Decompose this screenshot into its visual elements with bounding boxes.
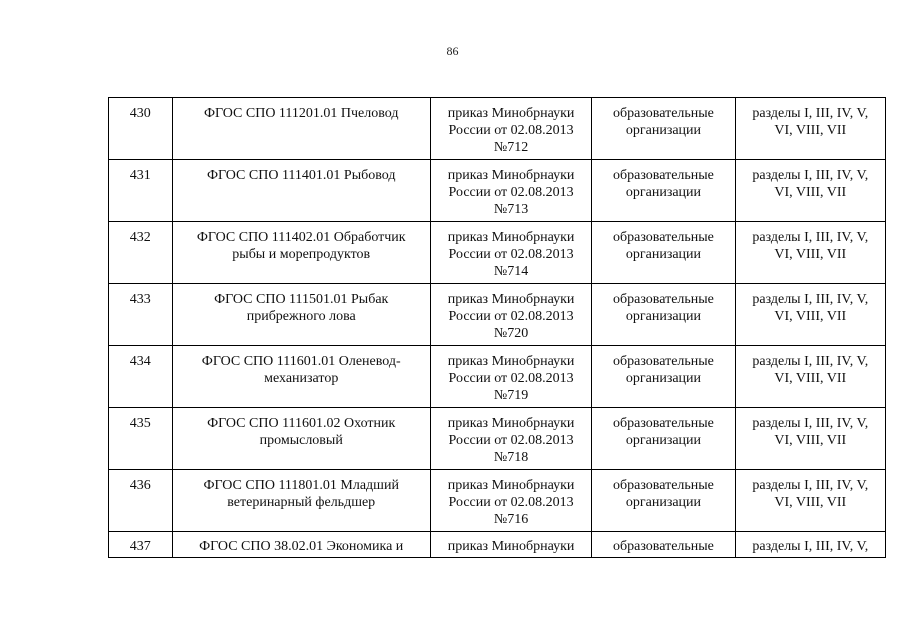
sections-cell: разделы I, III, IV, V, VI, VIII, VII (735, 284, 885, 346)
row-number-cell: 430 (109, 98, 173, 160)
table-row (109, 470, 886, 532)
standard-name-cell: ФГОС СПО 111501.01 Рыбак прибрежного лова (172, 284, 430, 346)
order-cell: приказ Минобрнауки России от 02.08.2013 №720 (430, 284, 591, 346)
order-cell: приказ Минобрнауки (430, 532, 591, 558)
sections-cell: разделы I, III, IV, V, VI, VIII, VII (735, 346, 885, 408)
row-number-cell: 436 (109, 470, 173, 532)
organization-cell: образовательные организации (592, 408, 735, 470)
order-cell: приказ Минобрнауки России от 02.08.2013 №718 (430, 408, 591, 470)
table-row (109, 284, 886, 346)
table-row (109, 222, 886, 284)
sections-cell: разделы I, III, IV, V, (735, 532, 885, 558)
organization-cell: образовательные (592, 532, 735, 558)
row-number-cell: 433 (109, 284, 173, 346)
order-cell: приказ Минобрнауки России от 02.08.2013 №713 (430, 160, 591, 222)
standard-name-cell: ФГОС СПО 111401.01 Рыбовод (172, 160, 430, 222)
table-row (109, 408, 886, 470)
organization-cell: образовательные организации (592, 470, 735, 532)
table-row (109, 98, 886, 160)
standard-name-cell: ФГОС СПО 38.02.01 Экономика и (172, 532, 430, 558)
organization-cell: образовательные организации (592, 98, 735, 160)
order-cell: приказ Минобрнауки России от 02.08.2013 №712 (430, 98, 591, 160)
standard-name-cell: ФГОС СПО 111601.01 Оленевод-механизатор (172, 346, 430, 408)
row-number-cell: 432 (109, 222, 173, 284)
organization-cell: образовательные организации (592, 346, 735, 408)
table-row (109, 532, 886, 558)
standards-table (108, 97, 886, 558)
table-row (109, 346, 886, 408)
organization-cell: образовательные организации (592, 160, 735, 222)
row-number-cell: 434 (109, 346, 173, 408)
standard-name-cell: ФГОС СПО 111601.02 Охотник промысловый (172, 408, 430, 470)
page-number: 86 (446, 44, 459, 58)
sections-cell: разделы I, III, IV, V, VI, VIII, VII (735, 160, 885, 222)
organization-cell: образовательные организации (592, 222, 735, 284)
sections-cell: разделы I, III, IV, V, VI, VIII, VII (735, 470, 885, 532)
sections-cell: разделы I, III, IV, V, VI, VIII, VII (735, 408, 885, 470)
row-number-cell: 431 (109, 160, 173, 222)
organization-cell: образовательные организации (592, 284, 735, 346)
order-cell: приказ Минобрнауки России от 02.08.2013 №714 (430, 222, 591, 284)
row-number-cell: 437 (109, 532, 173, 558)
standard-name-cell: ФГОС СПО 111402.01 Обработчик рыбы и морепродуктов (172, 222, 430, 284)
standard-name-cell: ФГОС СПО 111201.01 Пчеловод (172, 98, 430, 160)
row-number-cell: 435 (109, 408, 173, 470)
order-cell: приказ Минобрнауки России от 02.08.2013 №716 (430, 470, 591, 532)
sections-cell: разделы I, III, IV, V, VI, VIII, VII (735, 98, 885, 160)
standard-name-cell: ФГОС СПО 111801.01 Младший ветеринарный фельдшер (172, 470, 430, 532)
sections-cell: разделы I, III, IV, V, VI, VIII, VII (735, 222, 885, 284)
table-row (109, 160, 886, 222)
order-cell: приказ Минобрнауки России от 02.08.2013 №719 (430, 346, 591, 408)
